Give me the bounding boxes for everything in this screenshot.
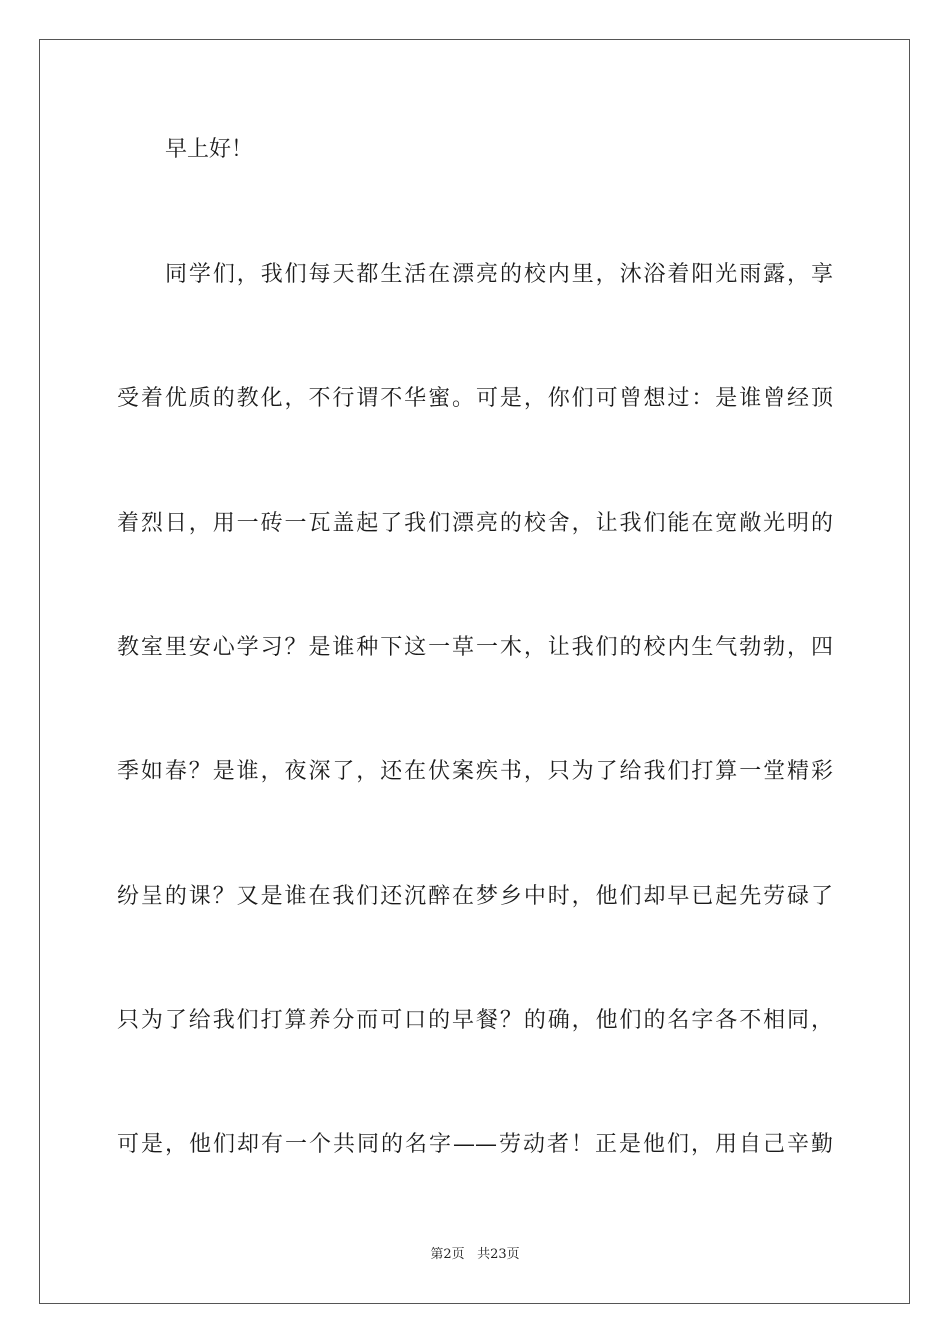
paragraph-line-4: 教室里安心学习？是谁种下这一草一木，让我们的校内生气勃勃，四 bbox=[117, 635, 833, 660]
paragraph-line-3: 着烈日，用一砖一瓦盖起了我们漂亮的校舍，让我们能在宽敞光明的 bbox=[117, 511, 833, 536]
page-number: 第2页 bbox=[430, 1247, 465, 1262]
paragraph-line-7: 只为了给我们打算养分而可口的早餐？的确，他们的名字各不相同， bbox=[117, 1008, 833, 1033]
paragraph-line-8: 可是，他们却有一个共同的名字——劳动者！正是他们，用自己辛勤 bbox=[117, 1132, 833, 1157]
paragraph-line-2: 受着优质的教化，不行谓不华蜜。可是，你们可曾想过：是谁曾经顶 bbox=[117, 386, 833, 411]
paragraph-line-6: 纷呈的课？又是谁在我们还沉醉在梦乡中时，他们却早已起先劳碌了 bbox=[117, 884, 833, 909]
paragraph-line-5: 季如春？是谁，夜深了，还在伏案疾书，只为了给我们打算一堂精彩 bbox=[117, 759, 833, 784]
page-footer bbox=[0, 1246, 950, 1264]
greeting-text: 早上好！ bbox=[165, 137, 254, 162]
paragraph-line-1: 同学们，我们每天都生活在漂亮的校内里，沐浴着阳光雨露，享 bbox=[165, 262, 833, 287]
page-border bbox=[39, 39, 910, 1304]
page-total: 共23页 bbox=[477, 1247, 520, 1262]
